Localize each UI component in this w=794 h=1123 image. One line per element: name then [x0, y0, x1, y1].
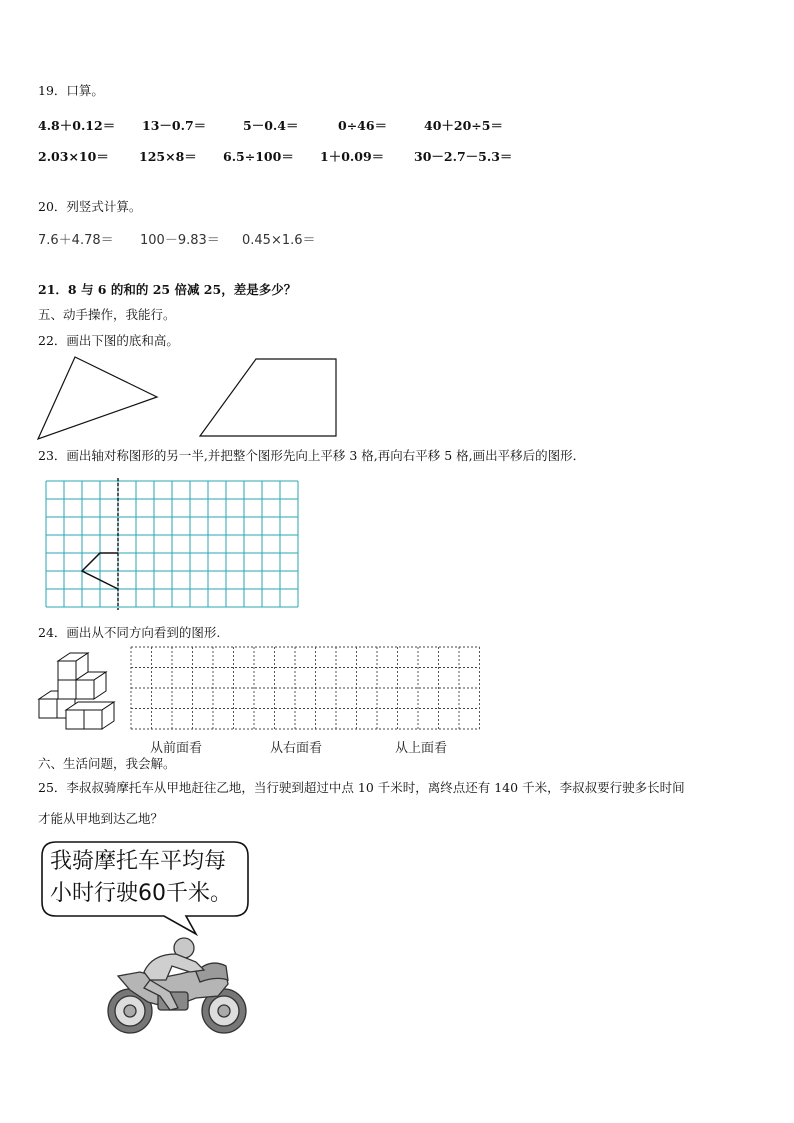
- section6-title: 六、生活问题，我会解。: [38, 756, 176, 771]
- q24-dotted-grid: [130, 646, 480, 736]
- view-label-top: 从上面看: [395, 741, 448, 756]
- view-label-right: 从右面看: [270, 741, 323, 756]
- section5-title: 五、动手操作，我能行。: [38, 307, 176, 322]
- q25-text-line2: 才能从甲地到达乙地？: [38, 811, 164, 826]
- q19-expr: 5－0.4＝: [243, 118, 299, 133]
- q23-title: 23．画出轴对称图形的另一半,并把整个图形先向上平移 3 格,再向右平移 5 格,画出平移后的图形．: [38, 448, 586, 463]
- motorcycle-rider-illustration: [100, 936, 260, 1046]
- q22-shapes: [0, 350, 794, 450]
- q24-title: 24．画出从不同方向看到的图形.: [38, 625, 221, 640]
- trapezoid-shape: [200, 359, 336, 436]
- q19-expr: 4.8＋0.12＝: [38, 118, 116, 133]
- q25-text-line1: 25．李叔叔骑摩托车从甲地赶往乙地，当行驶到超过中点 10 千米时，离终点还有 140 千米，李叔叔要行驶多长时间: [38, 780, 685, 795]
- q20-expr: 0.45×1.6＝: [242, 233, 316, 248]
- q19-title: 19．口算。: [38, 83, 104, 98]
- q19-expr: 40＋20÷5＝: [424, 118, 503, 133]
- bubble-line1: 我骑摩托车平均每: [50, 849, 227, 874]
- q19-expr: 30－2.7－5.3＝: [414, 149, 513, 164]
- view-label-front: 从前面看: [150, 741, 203, 756]
- q19-expr: 125×8＝: [139, 149, 197, 164]
- q21-title: 21．8 与 6 的和的 25 倍减 25，差是多少？: [38, 282, 297, 297]
- q19-expr: 2.03×10＝: [38, 149, 109, 164]
- q20-expr: 7.6＋4.78＝: [38, 233, 114, 248]
- bubble-line2: 小时行驶60千米。: [50, 881, 232, 906]
- q20-expr: 100－9.83＝: [140, 233, 220, 248]
- q19-expr: 13－0.7＝: [142, 118, 207, 133]
- cube-stack-figure: [36, 648, 126, 738]
- q20-title: 20．列竖式计算。: [38, 199, 142, 214]
- q19-expr: 0÷46＝: [338, 118, 388, 133]
- q19-expr: 6.5÷100＝: [223, 149, 294, 164]
- q23-grid: [45, 480, 305, 610]
- q22-title: 22．画出下图的底和高。: [38, 333, 179, 348]
- triangle-shape: [38, 357, 157, 439]
- q19-expr: 1＋0.09＝: [320, 149, 385, 164]
